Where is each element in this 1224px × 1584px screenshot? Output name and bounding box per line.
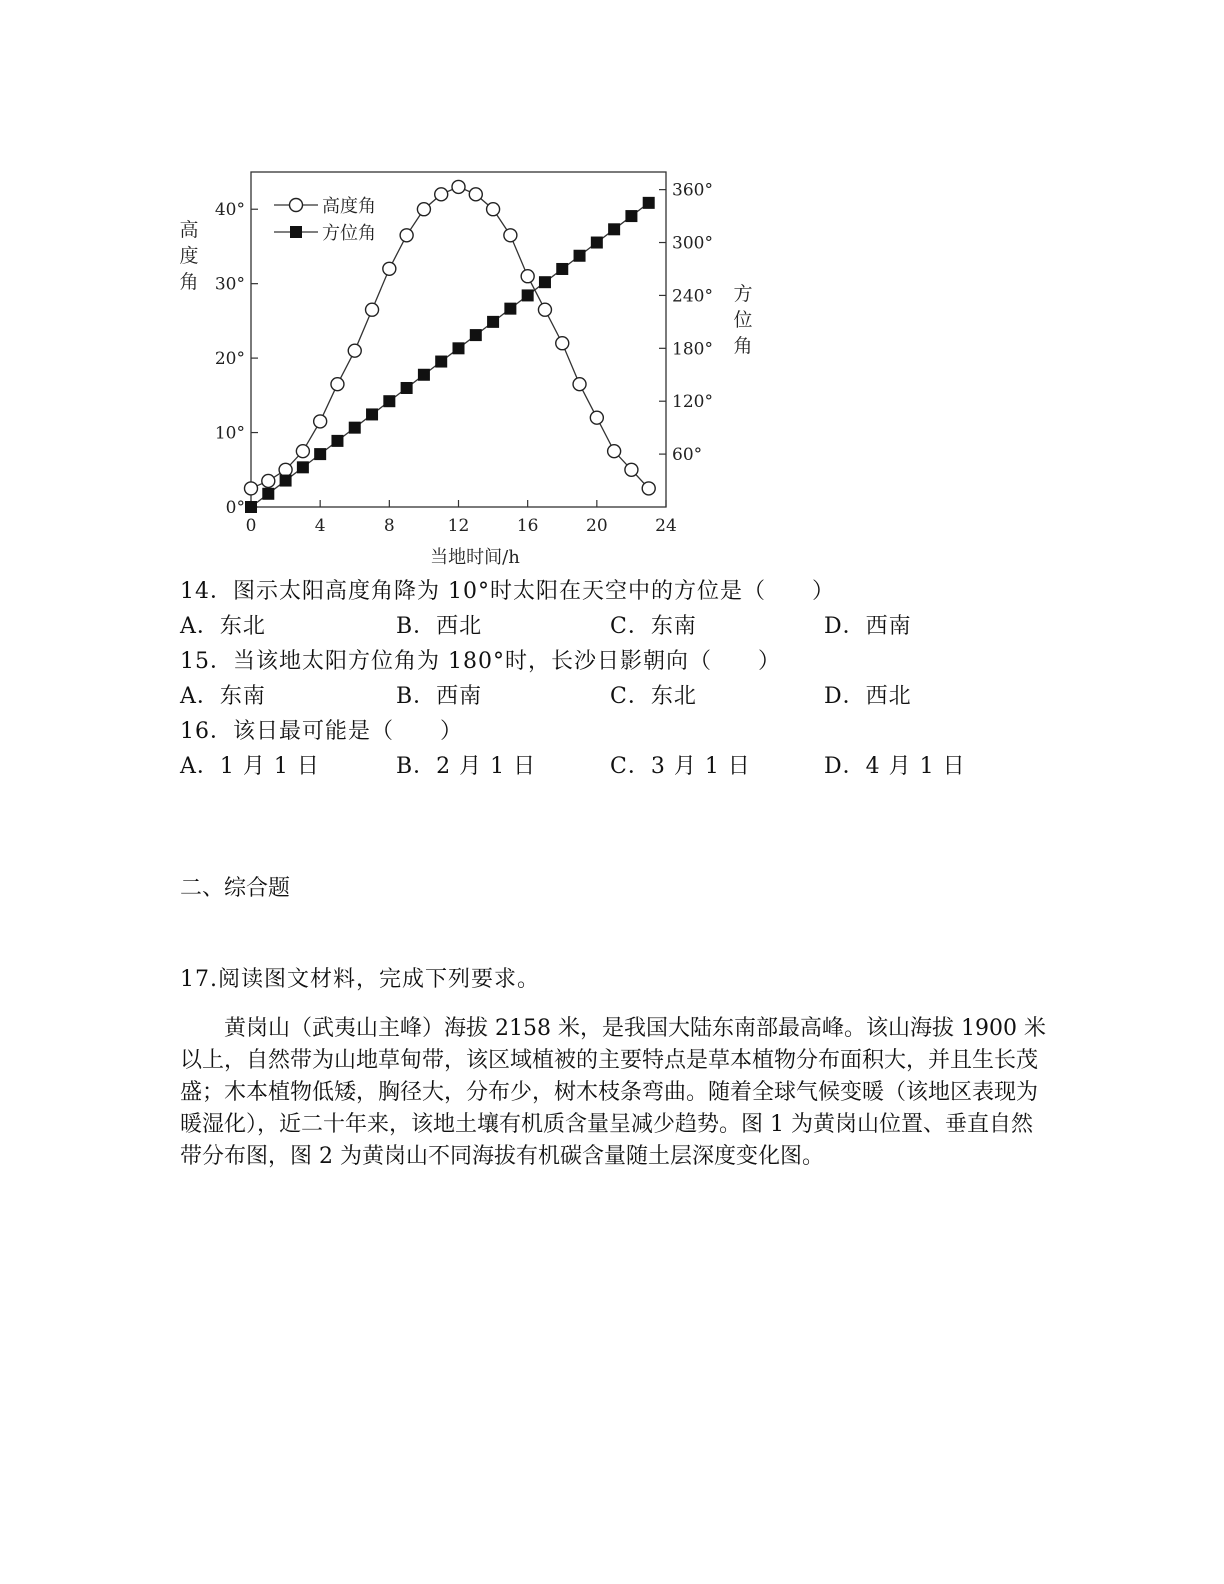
azimuth-point [401,382,413,394]
altitude-point [590,411,603,424]
x-tick-label: 4 [314,516,326,536]
azimuth-point [383,395,395,407]
question-16-option-a: A．1 月 1 日 [180,754,320,779]
azimuth-point [314,448,326,460]
azimuth-point [418,369,430,381]
altitude-point [279,463,292,476]
altitude-point [331,378,344,391]
azimuth-point [625,210,637,222]
legend-label: 高度角 [322,196,376,217]
question-16-option-b: B．2 月 1 日 [396,754,537,779]
azimuth-point [470,329,482,341]
azimuth-point [608,223,620,235]
altitude-point [487,203,500,216]
question-15-option-a: A．东南 [180,684,266,709]
question-15-option-c: C．东北 [610,684,697,709]
legend-circle-marker [290,199,303,212]
altitude-point [452,180,465,193]
altitude-point [400,229,413,242]
azimuth-point [591,237,603,249]
altitude-point [504,229,517,242]
altitude-point [262,474,275,487]
azimuth-point [435,356,447,368]
y-left-tick-label: 30° [214,274,245,295]
question-15-option-d: D．西北 [824,684,912,709]
question-14-option-b: B．西北 [396,614,483,639]
azimuth-point [349,422,361,434]
y-right-tick-label: 240° [672,286,713,307]
y-left-tick-label: 0° [225,498,245,518]
question-14-option-a: A．东北 [180,614,266,639]
x-tick-label: 12 [447,516,470,536]
altitude-point [296,445,309,458]
y-right-tick-label: 300° [672,233,713,254]
question-14-option-d: D．西南 [824,614,912,639]
altitude-point [608,445,621,458]
series-line [251,203,649,507]
x-tick-label: 20 [586,516,608,536]
altitude-point [348,344,361,357]
azimuth-point [539,276,551,288]
x-tick-label: 16 [516,516,539,536]
altitude-point [556,337,569,350]
azimuth-point [366,408,378,420]
altitude-point [383,262,396,275]
svg-text:方位角: 方位角 [733,283,753,357]
azimuth-point [245,501,257,513]
question-14-stem: 14．图示太阳高度角降为 10°时太阳在天空中的方位是（ ） [180,579,835,604]
azimuth-point [574,250,586,262]
svg-text:高度角: 高度角 [179,219,199,293]
altitude-point [366,303,379,316]
sun-angle-chart [160,150,780,575]
azimuth-point [643,197,655,209]
azimuth-point [331,435,343,447]
azimuth-point [522,289,534,301]
altitude-point [625,463,638,476]
section-title: 二、综合题 [180,876,291,901]
x-tick-label: 24 [655,516,677,536]
azimuth-point [297,461,309,473]
x-tick-label: 0 [245,516,257,536]
legend [274,196,376,244]
question-15-stem: 15．当该地太阳方位角为 180°时，长沙日影朝向（ ） [180,649,781,674]
legend-square-marker [290,226,302,238]
y-left-tick-label: 20° [214,349,245,370]
series-1 [245,180,656,495]
y-left-tick-label: 10° [214,423,245,444]
material-paragraph: 黄岗山（武夷山主峰）海拔 2158 米，是我国大陆东南部最高峰。该山海拔 1900 米以上，自然带为山地草甸带，该区域植被的主要特点是草本植物分布面积大，并且生长茂盛；木本植物低矮，胸径大，分布少，树木枝条弯曲。随着全球气候变暖（该地区表现为暖湿化），近二十年来，该地土壤有机质含量呈减少趋势。图 1 为黄岗山位置、垂直自然带分布图，图 2 为黄岗山不同海拔有机碳含量随土层深度变化图。 [180,1016,1046,1169]
question-16-stem: 16．该日最可能是（ ） [180,719,463,744]
question-17-stem: 17.阅读图文材料，完成下列要求。 [180,967,540,992]
altitude-point [642,482,655,495]
azimuth-point [262,488,274,500]
azimuth-point [504,303,516,315]
altitude-point [521,270,534,283]
altitude-point [245,482,258,495]
altitude-point [538,303,551,316]
azimuth-point [556,263,568,275]
left-axis-label [179,219,198,293]
x-tick-label: 8 [383,516,395,536]
y-right-tick-label: 180° [672,339,713,360]
x-axis-label: 当地时间/h [430,547,520,568]
legend-label: 方位角 [322,223,376,244]
y-right-tick-label: 60° [672,445,703,466]
altitude-point [435,188,448,201]
y-left-tick-label: 40° [214,200,245,221]
question-14-option-c: C．东南 [610,614,697,639]
altitude-point [417,203,430,216]
y-right-tick-label: 120° [672,392,713,413]
y-right-tick-label: 360° [672,180,713,201]
question-17-material [180,1013,1050,1173]
right-axis-label [733,283,752,357]
plot-frame [251,172,666,507]
question-16-option-c: C．3 月 1 日 [610,754,751,779]
question-16-option-d: D．4 月 1 日 [824,754,966,779]
azimuth-point [280,475,292,487]
altitude-point [469,188,482,201]
altitude-point [314,415,327,428]
altitude-point [573,378,586,391]
azimuth-point [487,316,499,328]
series-2 [245,197,655,513]
question-15-option-b: B．西南 [396,684,483,709]
azimuth-point [453,342,465,354]
